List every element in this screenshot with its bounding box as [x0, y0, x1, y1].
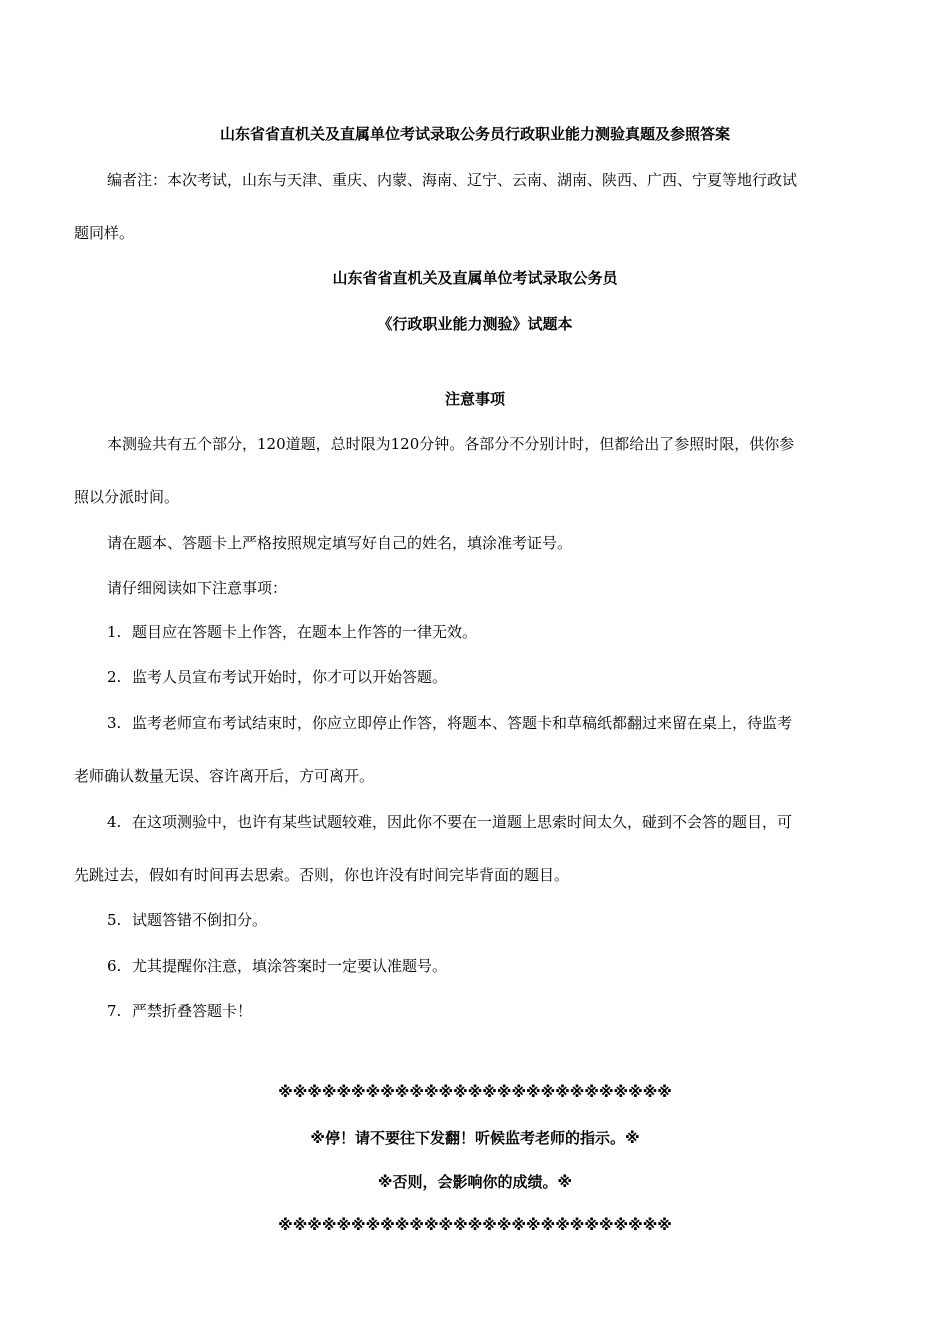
list-item-text: 监考人员宣布考试开始时，你才可以开始答题。 — [132, 668, 448, 686]
warning-line: ※否则，会影响你的成绩。※ — [377, 1173, 573, 1191]
list-item-text: 严禁折叠答题卡！ — [132, 1002, 253, 1020]
editor-note-line-1: 编者注：本次考试，山东与天津、重庆、内蒙、海南、辽宁、云南、湖南、陕西、广西、宁夏等地行政试 — [107, 171, 798, 189]
list-item-number: 7. — [107, 1002, 122, 1020]
list-item-text: 监考老师宣布考试结束时，你应立即停止作答，将题本、答题卡和草稿纸都翻过来留在桌上，待监考 — [132, 714, 793, 732]
paragraph-1-line-1: 本测验共有五个部分，120道题，总时限为120分钟。各部分不分别计时，但都给出了参照时限，供你参 — [107, 435, 795, 453]
list-item-number: 6. — [107, 957, 122, 975]
stop-instruction: ※停！请不要往下发翻！听候监考老师的指示。※ — [310, 1129, 640, 1147]
list-item-text: 试题答错不倒扣分。 — [132, 911, 268, 929]
list-item-number: 5. — [107, 911, 122, 929]
list-item-number: 2. — [107, 668, 122, 686]
document-title: 山东省省直机关及直属单位考试录取公务员行政职业能力测验真题及参照答案 — [219, 125, 730, 143]
stars-divider-bottom: ※※※※※※※※※※※※※※※※※※※※※※※※※※※ — [278, 1216, 672, 1234]
subtitle-1: 山东省省直机关及直属单位考试录取公务员 — [332, 269, 618, 287]
list-item-continuation: 老师确认数量无误、容许离开后，方可离开。 — [74, 767, 375, 785]
list-item-number: 3. — [107, 714, 122, 732]
list-item-text: 在这项测验中，也许有某些试题较难，因此你不要在一道题上思索时间太久，碰到不会答的题目，可 — [132, 813, 793, 831]
list-item-number: 4. — [107, 813, 122, 831]
subtitle-2: 《行政职业能力测验》试题本 — [377, 315, 573, 333]
paragraph-3: 请仔细阅读如下注意事项： — [107, 579, 288, 597]
list-item-text: 尤其提醒你注意，填涂答案时一定要认准题号。 — [132, 957, 448, 975]
list-item-number: 1. — [107, 623, 122, 641]
stars-divider-top: ※※※※※※※※※※※※※※※※※※※※※※※※※※※ — [278, 1083, 672, 1101]
list-item-text: 题目应在答题卡上作答，在题本上作答的一律无效。 — [132, 623, 478, 641]
list-item-continuation: 先跳过去，假如有时间再去思索。否则，你也许没有时间完毕背面的题目。 — [74, 866, 570, 884]
notice-heading: 注意事项 — [444, 390, 505, 408]
paragraph-2: 请在题本、答题卡上严格按照规定填写好自己的姓名，填涂准考证号。 — [107, 534, 573, 552]
editor-note-line-2: 题同样。 — [74, 224, 135, 242]
paragraph-1-line-2: 照以分派时间。 — [74, 488, 180, 506]
